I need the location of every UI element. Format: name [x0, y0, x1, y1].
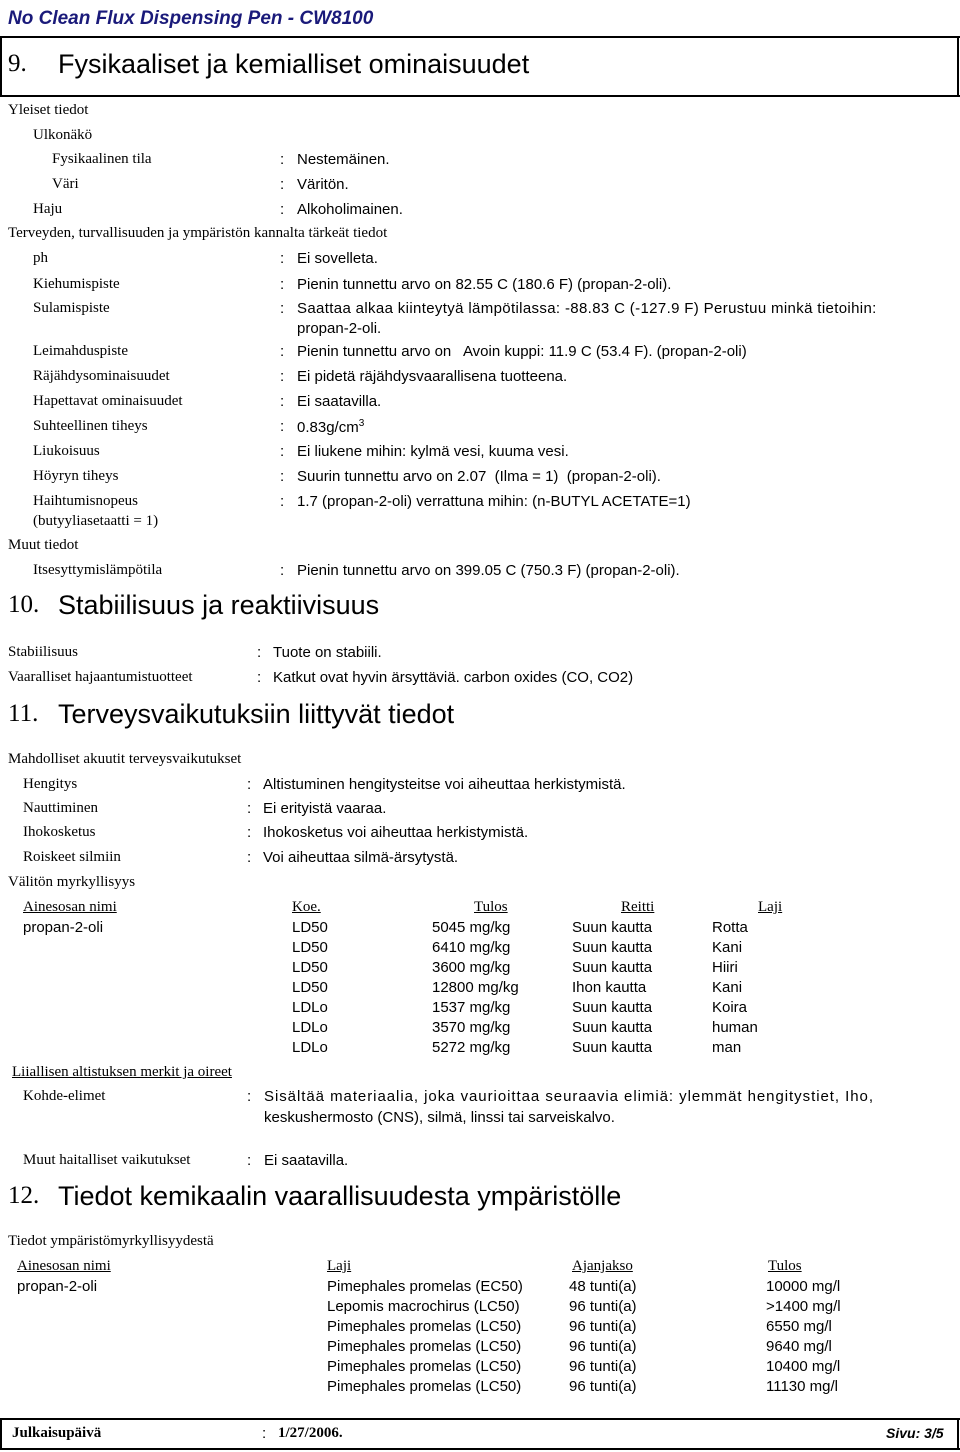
tox-species: Hiiri [712, 959, 738, 976]
skin-contact-label: Ihokosketus [23, 824, 96, 840]
target-organs-value: Sisältää materiaalia, joka vaurioittaa seuraavia elimiä: ylemmät hengitystiet, Iho, [264, 1088, 874, 1105]
colon: : [247, 800, 252, 817]
tox-ingredient-name: propan-2-oli [23, 919, 104, 936]
tox-species: Kani [712, 979, 743, 996]
tox-result: 6410 mg/kg [432, 939, 511, 956]
section10-number: 10. [8, 591, 40, 618]
colon: : [280, 368, 285, 385]
eco-period: 96 tunti(a) [569, 1318, 637, 1335]
target-organs-label: Kohde-elimet [23, 1088, 106, 1104]
color-label: Väri [52, 176, 79, 192]
colon: : [280, 468, 285, 485]
colon: : [280, 176, 285, 193]
frame-left [0, 36, 2, 96]
tox-test: LD50 [292, 939, 328, 956]
eco-result: 10400 mg/l [766, 1358, 841, 1375]
oxidizing-properties-label: Hapettavat ominaisuudet [33, 393, 183, 409]
eye-contact-label: Roiskeet silmiin [23, 849, 121, 865]
tox-species: man [712, 1039, 742, 1056]
evaporation-rate-label: Haihtumisnopeus [33, 493, 138, 509]
flash-point-label: Leimahduspiste [33, 343, 128, 359]
other-effects-value: Ei saatavilla. [264, 1152, 349, 1169]
colon: : [280, 201, 285, 218]
footer-bottom-line [0, 1448, 960, 1450]
section10-title: Stabiilisuus ja reaktiivisuus [58, 590, 380, 620]
evaporation-rate-value: 1.7 (propan-2-oli) verrattuna mihin: (n-BUTYL ACETATE=1) [297, 493, 691, 510]
relative-density-number: 0.83g/cm [297, 419, 359, 436]
tox-result: 5045 mg/kg [432, 919, 511, 936]
eco-species: Lepomis macrochirus (LC50) [327, 1298, 520, 1315]
tox-test: LD50 [292, 979, 328, 996]
eco-period: 96 tunti(a) [569, 1358, 637, 1375]
tox-route: Suun kautta [572, 999, 653, 1016]
eco-species: Pimephales promelas (LC50) [327, 1358, 522, 1375]
health-safety-heading: Terveyden, turvallisuuden ja ympäristön kannalta tärkeät tiedot [8, 225, 388, 241]
tox-result: 5272 mg/kg [432, 1039, 511, 1056]
explosive-properties-value: Ei pidetä räjähdysvaarallisena tuotteena. [297, 368, 568, 385]
eco-header-ingredient: Ainesosan nimi [17, 1258, 111, 1274]
melting-point-label: Sulamispiste [33, 300, 110, 316]
inhalation-value: Altistuminen hengitysteitse voi aiheuttaa herkistymistä. [263, 776, 626, 793]
document-title: No Clean Flux Dispensing Pen - CW8100 [8, 8, 374, 29]
overexposure-heading: Liiallisen altistuksen merkit ja oireet [12, 1064, 232, 1080]
issue-date-label: Julkaisupäivä [12, 1425, 102, 1441]
target-organs-value-cont: keskushermosto (CNS), silmä, linssi tai sarveiskalvo. [264, 1109, 615, 1126]
frame-right [957, 36, 959, 96]
colon: : [247, 824, 252, 841]
eco-period: 96 tunti(a) [569, 1338, 637, 1355]
tox-result: 1537 mg/kg [432, 999, 511, 1016]
colon: : [280, 343, 285, 360]
colon: : [280, 151, 285, 168]
tox-result: 3570 mg/kg [432, 1019, 511, 1036]
eco-ingredient-name: propan-2-oli [17, 1278, 98, 1295]
ph-label: ph [33, 250, 48, 266]
colon: : [280, 276, 285, 293]
eco-species: Pimephales promelas (EC50) [327, 1278, 523, 1295]
tox-species: Rotta [712, 919, 748, 936]
ph-value: Ei sovelleta. [297, 250, 378, 267]
decomposition-products-value: Katkut ovat hyvin ärsyttäviä. carbon oxides (CO, CO2) [273, 669, 634, 686]
tox-header-ingredient: Ainesosan nimi [23, 899, 117, 915]
tox-route: Ihon kautta [572, 979, 647, 996]
colon: : [262, 1425, 267, 1442]
issue-date-value: 1/27/2006. [278, 1425, 343, 1441]
solubility-label: Liukoisuus [33, 443, 100, 459]
odor-value: Alkoholimainen. [297, 201, 403, 218]
colon: : [247, 1088, 252, 1105]
tox-species: Koira [712, 999, 748, 1016]
tox-test: LDLo [292, 999, 328, 1016]
colon: : [257, 644, 262, 661]
eco-header-period: Ajanjakso [572, 1258, 633, 1274]
tox-header-test: Koe. [292, 899, 321, 915]
acute-effects-heading: Mahdolliset akuutit terveysvaikutukset [8, 751, 242, 767]
tox-result: 12800 mg/kg [432, 979, 519, 996]
acute-toxicity-heading: Välitön myrkyllisyys [8, 874, 136, 890]
colon: : [247, 849, 252, 866]
flash-point-value: Pienin tunnettu arvo on Avoin kuppi: 11.9 C (53.4 F). (propan-2-oli) [297, 343, 747, 360]
appearance-heading: Ulkonäkö [33, 127, 93, 143]
ingestion-label: Nauttiminen [23, 800, 98, 816]
tox-test: LD50 [292, 959, 328, 976]
tox-route: Suun kautta [572, 1019, 653, 1036]
tox-header-result: Tulos [474, 899, 508, 915]
eco-result: >1400 mg/l [766, 1298, 841, 1315]
eco-result: 11130 mg/l [766, 1378, 838, 1395]
footer-left-edge [0, 1418, 2, 1449]
tox-test: LDLo [292, 1019, 328, 1036]
colon: : [280, 250, 285, 267]
tox-route: Suun kautta [572, 939, 653, 956]
eco-species: Pimephales promelas (LC50) [327, 1318, 522, 1335]
section9-divider [0, 95, 960, 97]
physical-state-value: Nestemäinen. [297, 151, 390, 168]
other-info-heading: Muut tiedot [8, 537, 79, 553]
autoignition-value: Pienin tunnettu arvo on 399.05 C (750.3 F) (propan-2-oli). [297, 562, 680, 579]
section9-title: Fysikaaliset ja kemialliset ominaisuudet [58, 49, 530, 79]
colon: : [257, 669, 262, 686]
stability-label: Stabiilisuus [8, 644, 79, 660]
melting-point-value-cont: propan-2-oli. [297, 320, 382, 337]
tox-route: Suun kautta [572, 919, 653, 936]
odor-label: Haju [33, 201, 63, 217]
eco-header-species: Laji [327, 1258, 352, 1274]
general-info-heading: Yleiset tiedot [8, 102, 89, 118]
tox-route: Suun kautta [572, 959, 653, 976]
colon: : [247, 776, 252, 793]
explosive-properties-label: Räjähdysominaisuudet [33, 368, 170, 384]
autoignition-label: Itsesyttymislämpötila [33, 562, 163, 578]
section12-number: 12. [8, 1182, 40, 1209]
relative-density-value [297, 418, 364, 436]
header-divider [0, 36, 960, 38]
colon: : [280, 562, 285, 579]
colon: : [247, 1152, 252, 1169]
section12-title: Tiedot kemikaalin vaarallisuudesta ympäristölle [58, 1181, 622, 1211]
vapor-density-label: Höyryn tiheys [33, 468, 119, 484]
evaporation-rate-label-cont: (butyyliasetaatti = 1) [33, 513, 159, 529]
colon: : [280, 300, 285, 317]
tox-test: LD50 [292, 919, 328, 936]
inhalation-label: Hengitys [23, 776, 78, 792]
other-effects-label: Muut haitalliset vaikutukset [23, 1152, 191, 1168]
relative-density-exponent: 3 [358, 418, 365, 429]
stability-value: Tuote on stabiili. [273, 644, 382, 661]
solubility-value: Ei liukene mihin: kylmä vesi, kuuma vesi. [297, 443, 569, 460]
eco-header-result: Tulos [768, 1258, 802, 1274]
tox-header-species: Laji [758, 899, 783, 915]
section9-number: 9. [8, 50, 27, 77]
footer-top-line [0, 1418, 960, 1420]
section11-number: 11. [8, 700, 39, 727]
ingestion-value: Ei erityistä vaaraa. [263, 800, 387, 817]
colon: : [280, 443, 285, 460]
color-value: Väritön. [297, 176, 349, 193]
tox-header-route: Reitti [621, 899, 655, 915]
physical-state-label: Fysikaalinen tila [52, 151, 152, 167]
eco-result: 10000 mg/l [766, 1278, 841, 1295]
boiling-point-value: Pienin tunnettu arvo on 82.55 C (180.6 F) (propan-2-oli). [297, 276, 672, 293]
footer-right-edge [957, 1418, 959, 1449]
boiling-point-label: Kiehumispiste [33, 276, 120, 292]
tox-result: 3600 mg/kg [432, 959, 511, 976]
eco-period: 48 tunti(a) [569, 1278, 637, 1295]
eco-period: 96 tunti(a) [569, 1378, 637, 1395]
colon: : [280, 493, 285, 510]
melting-point-value: Saattaa alkaa kiinteytyä lämpötilassa: -88.83 C (-127.9 F) Perustuu minkä tietoihin: [297, 300, 877, 317]
eco-result: 6550 mg/l [766, 1318, 832, 1335]
ecotoxicity-heading: Tiedot ympäristömyrkyllisyydestä [8, 1233, 214, 1249]
tox-test: LDLo [292, 1039, 328, 1056]
eco-result: 9640 mg/l [766, 1338, 832, 1355]
eco-species: Pimephales promelas (LC50) [327, 1338, 522, 1355]
eco-species: Pimephales promelas (LC50) [327, 1378, 522, 1395]
colon: : [280, 393, 285, 410]
colon: : [280, 418, 285, 435]
tox-species: Kani [712, 939, 743, 956]
eye-contact-value: Voi aiheuttaa silmä-ärsytystä. [263, 849, 459, 866]
eco-period: 96 tunti(a) [569, 1298, 637, 1315]
tox-route: Suun kautta [572, 1039, 653, 1056]
decomposition-products-label: Vaaralliset hajaantumistuotteet [8, 669, 193, 685]
skin-contact-value: Ihokosketus voi aiheuttaa herkistymistä. [263, 824, 529, 841]
relative-density-label: Suhteellinen tiheys [33, 418, 148, 434]
page-number: Sivu: 3/5 [886, 1425, 944, 1441]
section11-title: Terveysvaikutuksiin liittyvät tiedot [58, 699, 455, 729]
tox-species: human [712, 1019, 758, 1036]
oxidizing-properties-value: Ei saatavilla. [297, 393, 382, 410]
vapor-density-value: Suurin tunnettu arvo on 2.07 (Ilma = 1) (propan-2-oli). [297, 468, 661, 485]
